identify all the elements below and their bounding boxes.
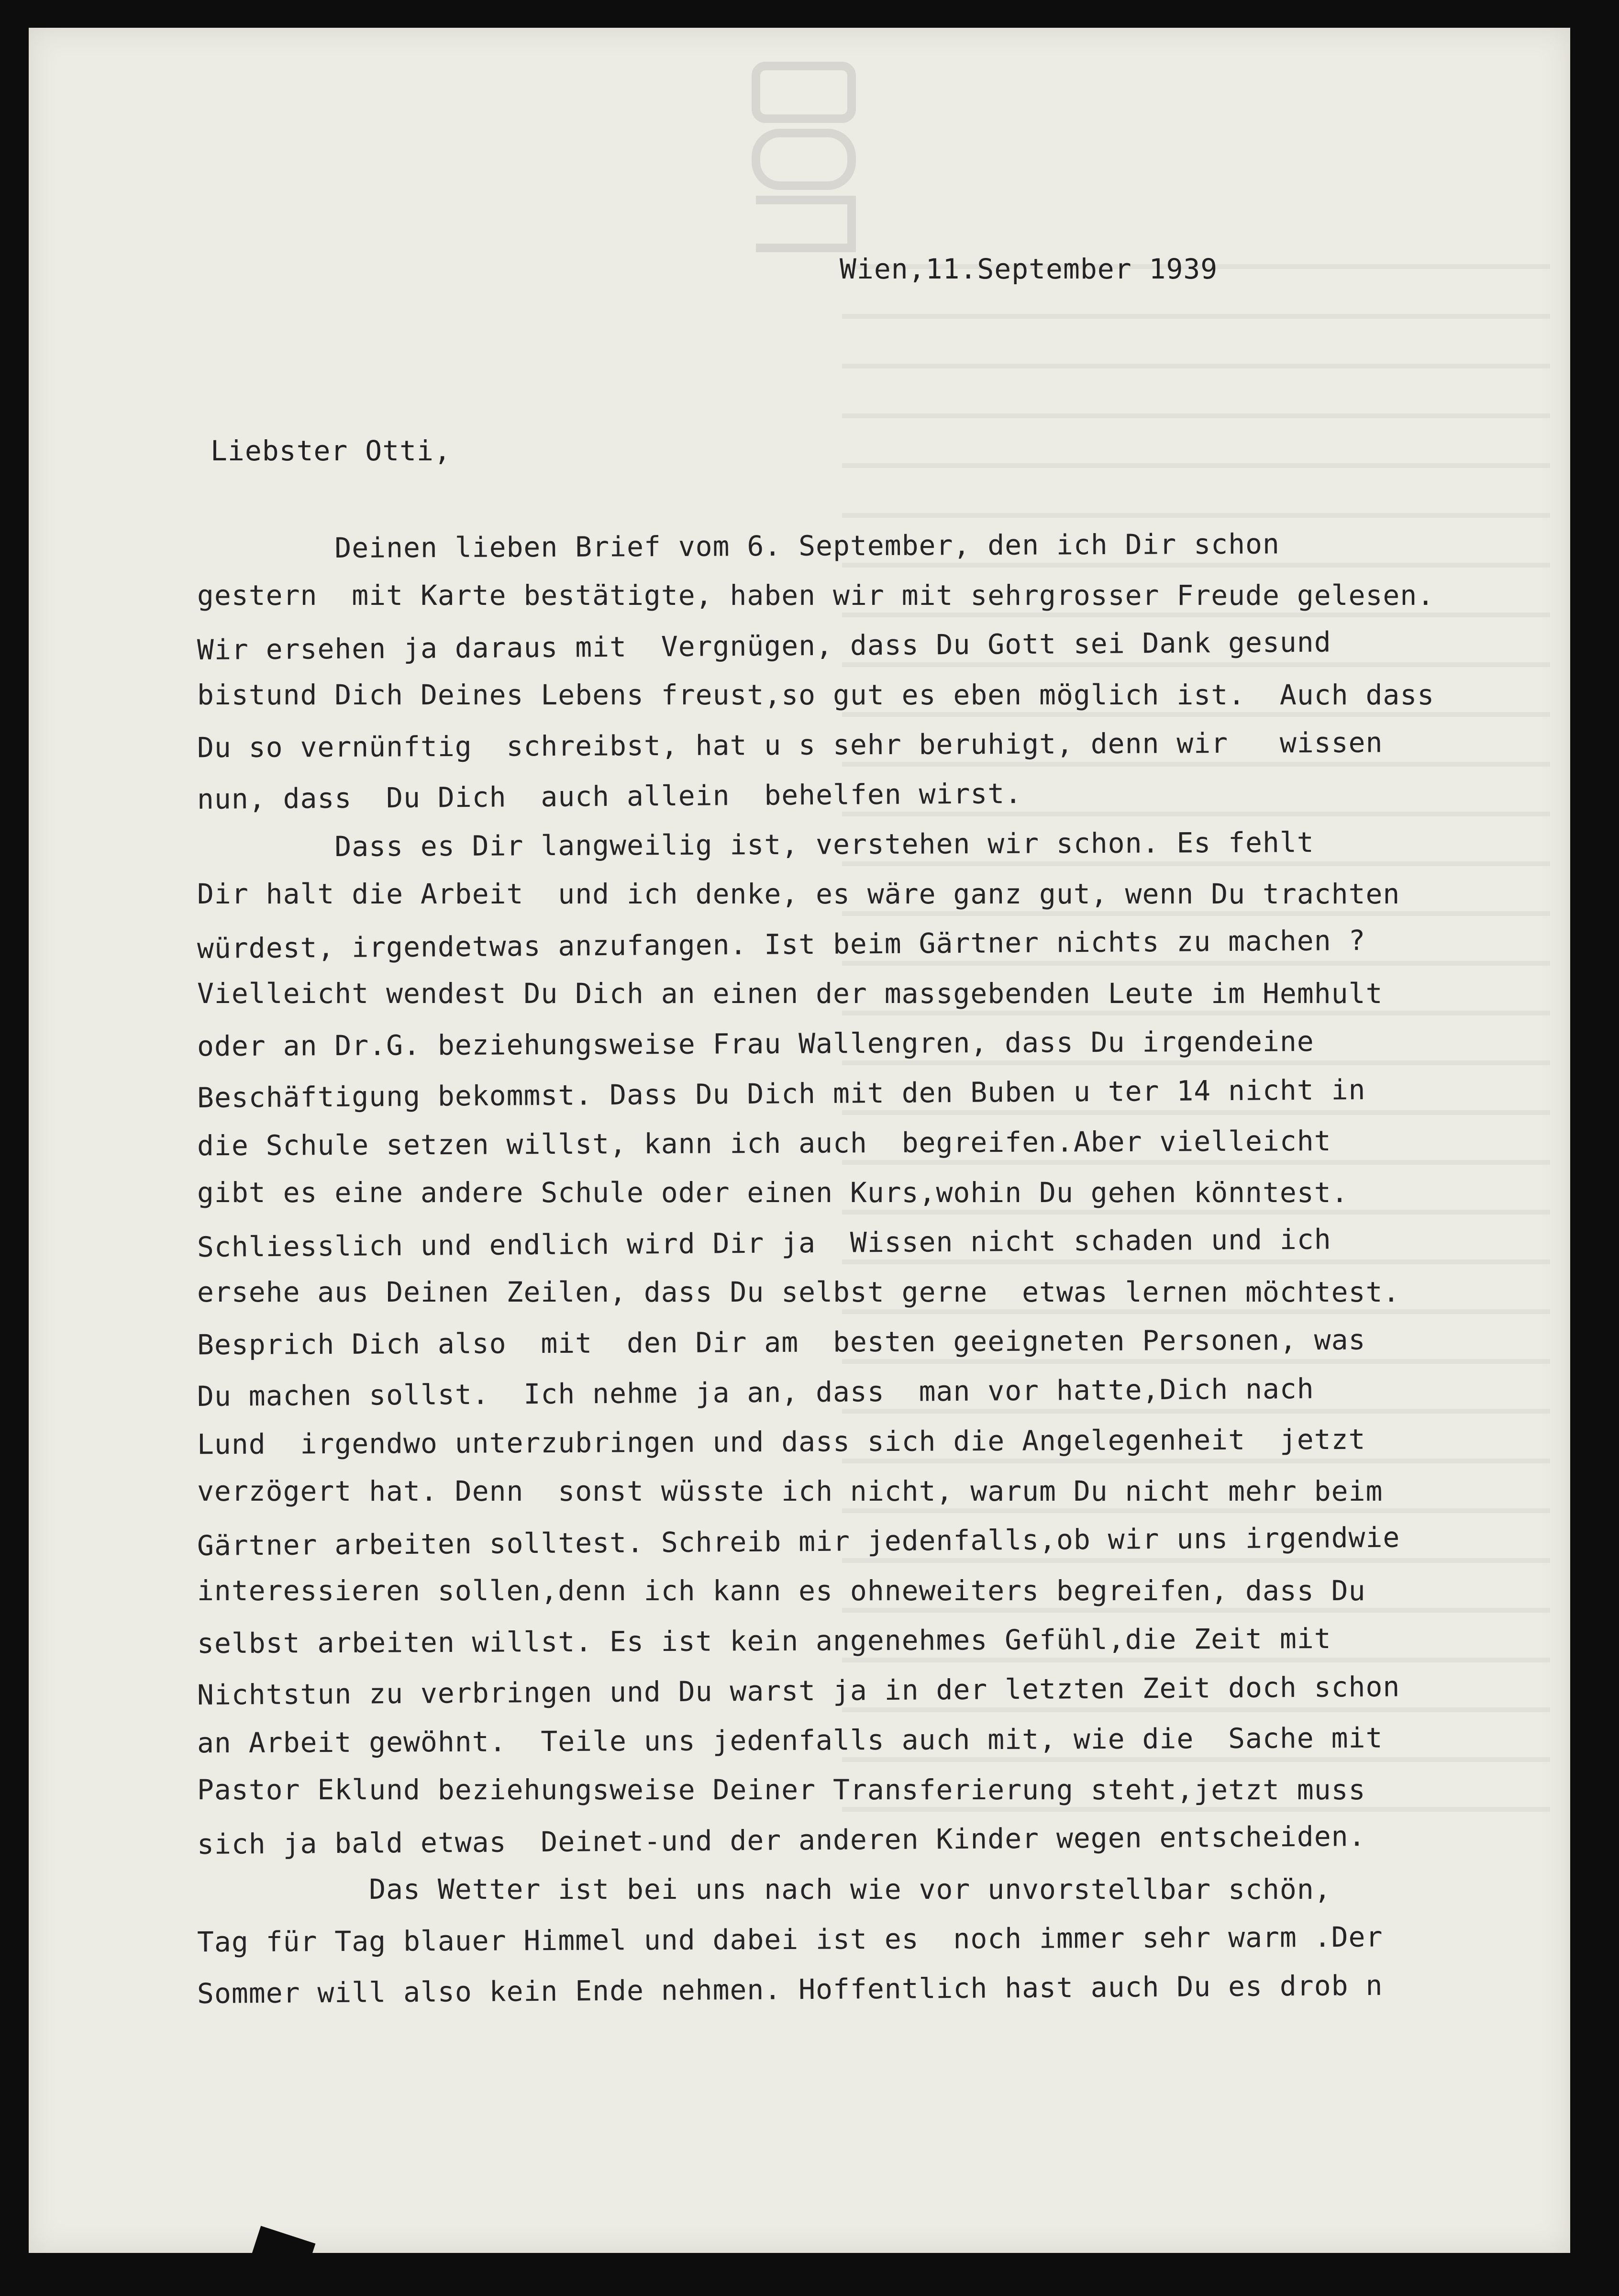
letter-salutation: Liebster Otti, bbox=[211, 435, 451, 467]
body-line: interessieren sollen,denn ich kann es ohneweiters begreifen, dass Du bbox=[197, 1574, 1366, 1607]
body-line: Schliesslich und endlich wird Dir ja Wissen nicht schaden und ich bbox=[197, 1223, 1331, 1264]
letter-body bbox=[197, 521, 1575, 2014]
letter-date: Wien,11.September 1939 bbox=[840, 253, 1218, 285]
body-line: Dass es Dir langweilig ist, verstehen wir schon. Es fehlt bbox=[197, 826, 1314, 864]
body-line: Du machen sollst. Ich nehme ja an, dass man vor hatte,Dich nach bbox=[197, 1372, 1314, 1413]
body-line: Nichtstun zu verbringen und Du warst ja in der letzten Zeit doch schon bbox=[197, 1670, 1400, 1712]
body-line: Pastor Eklund beziehungsweise Deiner Transferierung steht,jetzt muss bbox=[197, 1773, 1366, 1806]
body-line: oder an Dr.G. beziehungsweise Frau Wallengren, dass Du irgendeine bbox=[197, 1025, 1314, 1063]
body-line: Sommer will also kein Ende nehmen. Hoffentlich hast auch Du es drob n bbox=[197, 1969, 1383, 2010]
body-line: Gärtner arbeiten solltest. Schreib mir jedenfalls,ob wir uns irgendwie bbox=[197, 1521, 1400, 1562]
body-line: an Arbeit gewöhnt. Teile uns jedenfalls auch mit, wie die Sache mit bbox=[197, 1721, 1383, 1760]
body-line: bistund Dich Deines Lebens freust,so gut es eben möglich ist. Auch dass bbox=[197, 679, 1435, 711]
body-line: Wir ersehen ja daraus mit Vergnügen, dass Du Gott sei Dank gesund bbox=[197, 625, 1331, 667]
body-line: würdest, irgendetwas anzufangen. Ist beim Gärtner nichts zu machen ? bbox=[197, 924, 1366, 965]
body-line: gestern mit Karte bestätigte, haben wir mit sehrgrosser Freude gelesen. bbox=[197, 579, 1435, 612]
body-line: Das Wetter ist bei uns nach wie vor unvorstellbar schön, bbox=[197, 1873, 1331, 1906]
body-line: ersehe aus Deinen Zeilen, dass Du selbst gerne etwas lernen möchtest. bbox=[197, 1276, 1400, 1308]
body-line: Beschäftigung bekommst. Dass Du Dich mit den Buben u ter 14 nicht in bbox=[197, 1073, 1366, 1115]
body-line: nun, dass Du Dich auch allein behelfen wirst. bbox=[197, 777, 1022, 816]
body-line: Lund irgendwo unterzubringen und dass sich die Angelegenheit jetzt bbox=[197, 1423, 1366, 1461]
body-line: verzögert hat. Denn sonst wüsste ich nicht, warum Du nicht mehr beim bbox=[197, 1475, 1383, 1507]
body-line: Tag für Tag blauer Himmel und dabei ist es noch immer sehr warm .Der bbox=[197, 1920, 1383, 1959]
body-line: Vielleicht wendest Du Dich an einen der massgebenden Leute im Hemhult bbox=[197, 977, 1383, 1010]
body-line: Deinen lieben Brief vom 6. September, den ich Dir schon bbox=[197, 527, 1280, 565]
watermark-logo-icon bbox=[737, 56, 871, 257]
body-line: Dir halt die Arbeit und ich denke, es wäre ganz gut, wenn Du trachten bbox=[197, 878, 1400, 910]
body-line: Besprich Dich also mit den Dir am besten geeigneten Personen, was bbox=[197, 1323, 1366, 1361]
body-line: gibt es eine andere Schule oder einen Kurs,wohin Du gehen könntest. bbox=[197, 1176, 1349, 1209]
body-line: die Schule setzen willst, kann ich auch begreifen.Aber vielleicht bbox=[197, 1124, 1331, 1162]
body-line: selbst arbeiten willst. Es ist kein angenehmes Gefühl,die Zeit mit bbox=[197, 1622, 1331, 1660]
body-line: Du so vernünftig schreibst, hat u s sehr beruhigt, denn wir wissen bbox=[197, 726, 1383, 764]
body-line: sich ja bald etwas Deinet-und der anderen Kinder wegen entscheiden. bbox=[197, 1820, 1366, 1861]
